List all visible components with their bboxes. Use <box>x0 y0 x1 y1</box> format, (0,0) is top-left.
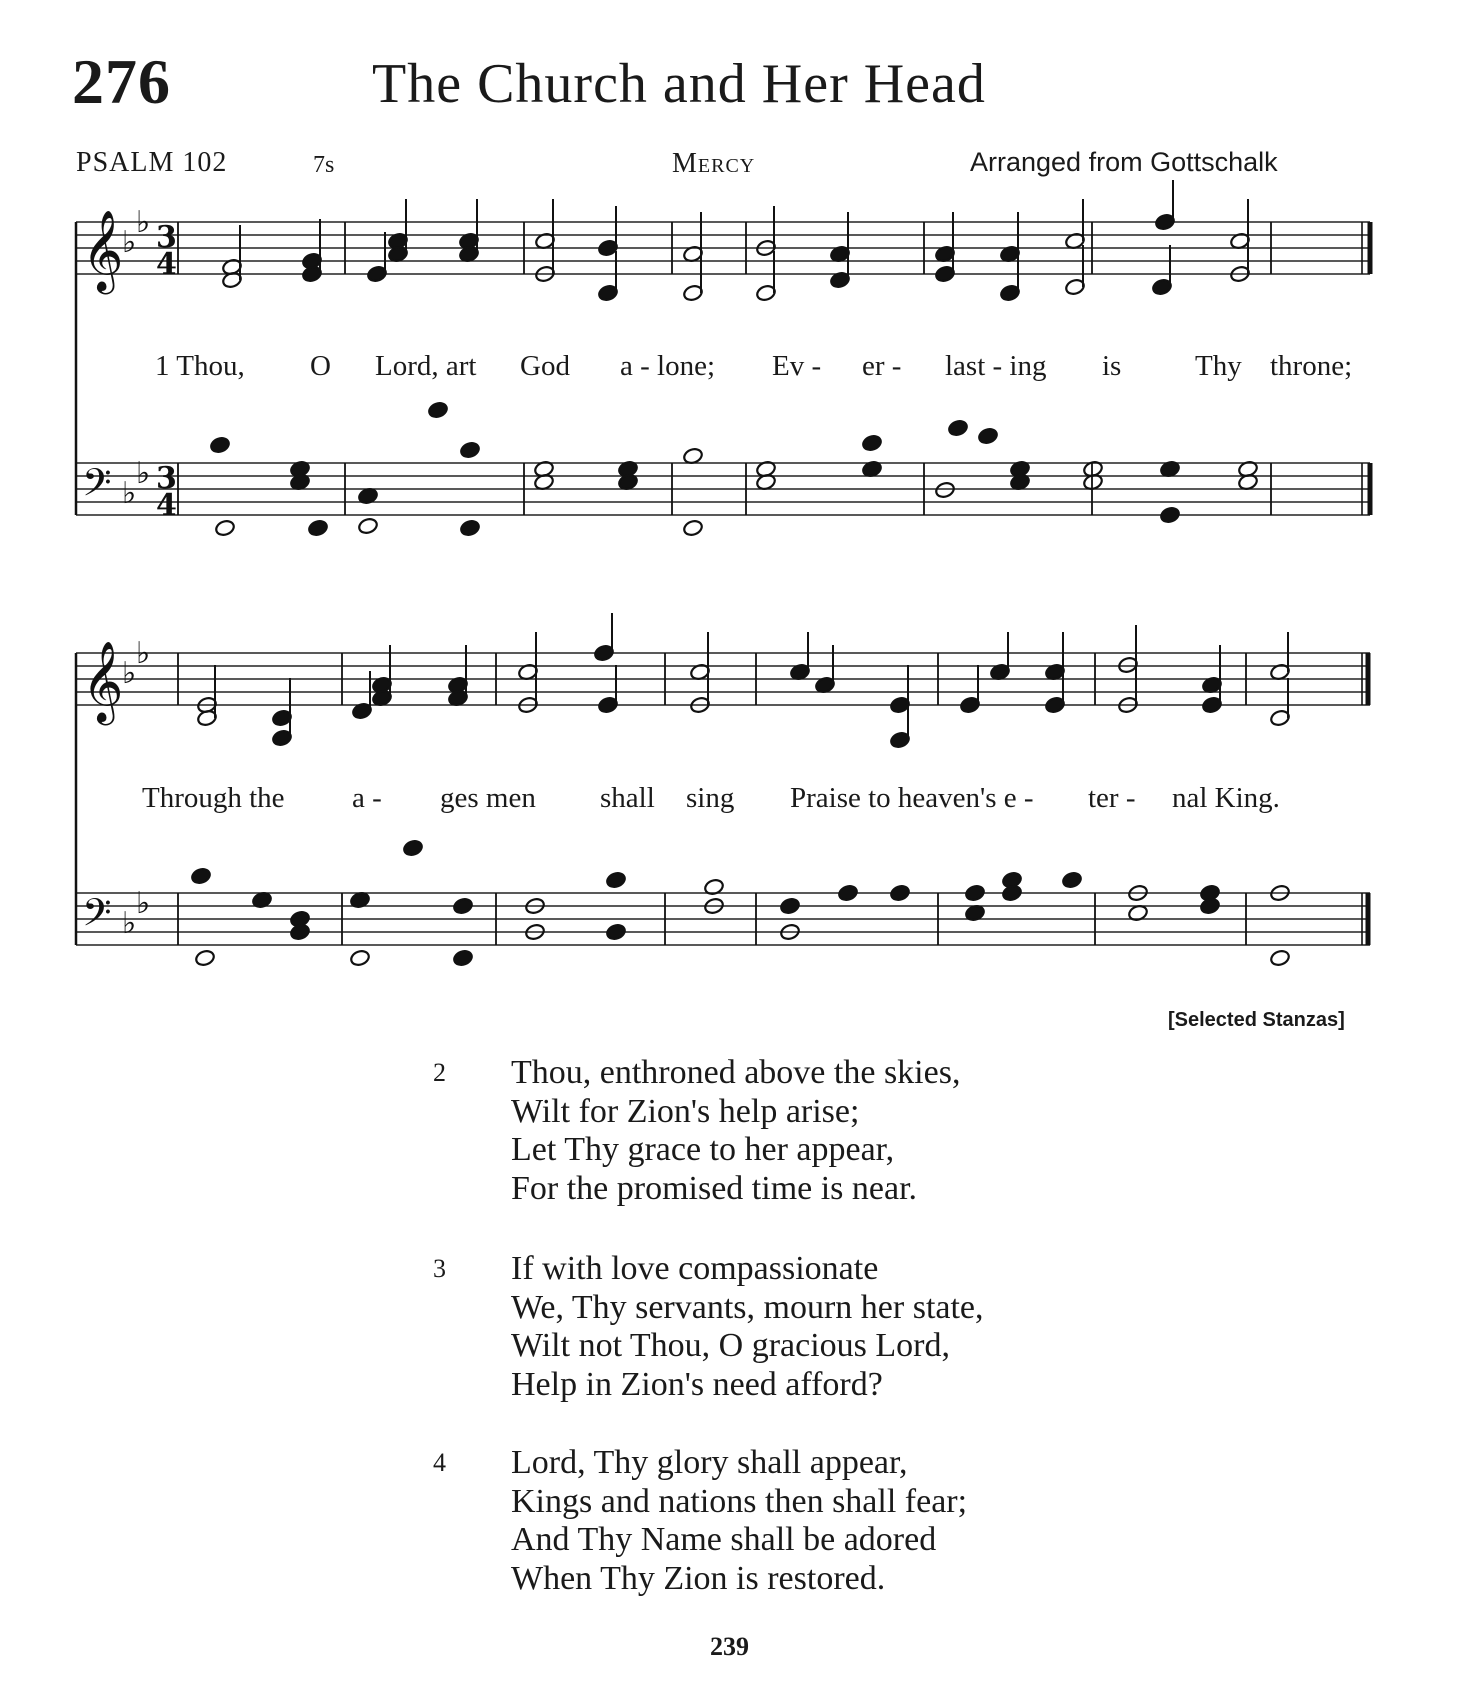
stanza-line: We, Thy servants, mourn her state, <box>511 1288 984 1326</box>
time-signature-denominator: 4 <box>156 488 177 523</box>
stanza-line: Let Thy grace to her appear, <box>511 1131 895 1168</box>
lyric-syllable: Thy <box>1195 350 1242 382</box>
flat-icon: ♭ <box>136 456 151 491</box>
lyric-syllable: is <box>1102 350 1122 382</box>
stanza-line: Lord, Thy glory shall appear, <box>511 1444 908 1481</box>
stanza <box>433 1444 968 1598</box>
lyric-syllable: Ev - <box>772 350 822 382</box>
stanza-line: And Thy Name shall be adored <box>511 1521 937 1558</box>
flat-icon: ♭ <box>122 906 137 941</box>
notehead <box>214 519 235 537</box>
notehead <box>1199 897 1220 915</box>
page-number: 239 <box>710 1632 749 1661</box>
arranger-credit: Arranged from Gottschalk <box>970 147 1278 177</box>
notehead <box>861 434 882 452</box>
lyric-syllable: Praise to heaven's e - <box>790 782 1034 814</box>
stanza-number: 4 <box>433 1448 446 1477</box>
stanza <box>433 1250 984 1404</box>
notehead <box>190 867 211 885</box>
time-signature-denominator: 4 <box>156 247 177 282</box>
bass-clef-icon: 𝄢 <box>82 460 112 514</box>
time-signature-numerator: 3 <box>156 220 177 255</box>
notehead <box>459 441 480 459</box>
psalm-reference: PSALM 102 <box>76 147 228 178</box>
lyric-syllable: O <box>310 350 331 382</box>
notehead <box>934 481 955 499</box>
bass-clef-icon: 𝄢 <box>82 890 112 944</box>
lyric-syllable: ges men <box>440 782 536 814</box>
meter: 7s <box>313 152 335 178</box>
hymn-number: 276 <box>72 46 171 117</box>
notehead <box>357 517 378 535</box>
notehead <box>427 401 448 419</box>
stanza-line: Wilt for Zion's help arise; <box>511 1092 860 1130</box>
lyric-syllable: a - lone; <box>620 350 716 382</box>
notehead <box>682 519 703 537</box>
notehead <box>349 949 370 967</box>
notehead <box>605 871 626 889</box>
notehead <box>1001 871 1022 889</box>
notehead <box>209 436 230 454</box>
flat-icon: ♭ <box>136 205 151 240</box>
tune-name: Mercy <box>672 148 756 179</box>
lyric-syllable: Through the <box>142 782 285 814</box>
stanza-line: Kings and nations then shall fear; <box>511 1482 968 1520</box>
stanza-line: Help in Zion's need afford? <box>511 1365 883 1403</box>
stanza-line: When Thy Zion is restored. <box>511 1559 886 1597</box>
time-signature-numerator: 3 <box>156 461 177 496</box>
flat-icon: ♭ <box>122 476 137 511</box>
lyric-syllable: 1 Thou, <box>155 350 245 382</box>
stanza-line: Thou, enthroned above the skies, <box>511 1054 961 1091</box>
treble-clef-icon: 𝄞 <box>82 640 124 722</box>
lyric-syllable: nal King. <box>1172 782 1280 814</box>
notehead <box>194 949 215 967</box>
notehead <box>452 949 473 967</box>
treble-clef-icon: 𝄞 <box>82 209 124 291</box>
flat-icon: ♭ <box>136 886 151 921</box>
stanza-number: 3 <box>433 1254 446 1283</box>
lyric-syllable: Lord, art <box>375 350 477 382</box>
notehead <box>779 897 800 915</box>
notehead <box>977 427 998 445</box>
notehead <box>1159 506 1180 524</box>
notehead <box>452 897 473 915</box>
lyric-syllable: a - <box>352 782 382 814</box>
hymn-title: The Church and Her Head <box>372 53 986 115</box>
flat-icon: ♭ <box>122 225 137 260</box>
notehead <box>307 519 328 537</box>
stanza <box>433 1054 961 1208</box>
notehead <box>889 884 910 902</box>
stanza-line: If with love compassionate <box>511 1250 879 1287</box>
flat-icon: ♭ <box>136 636 151 671</box>
lyric-syllable: throne; <box>1270 350 1353 382</box>
notehead <box>1269 949 1290 967</box>
notehead <box>605 923 626 941</box>
lyric-syllable: last - ing <box>945 350 1047 382</box>
notehead <box>402 839 423 857</box>
notehead <box>837 884 858 902</box>
flat-icon: ♭ <box>122 656 137 691</box>
notehead <box>947 419 968 437</box>
stanza-line: For the promised time is near. <box>511 1169 918 1207</box>
lyric-syllable: God <box>520 350 570 382</box>
notehead <box>964 884 985 902</box>
lyric-syllable: shall <box>600 782 655 814</box>
lyric-syllable: sing <box>686 782 735 814</box>
lyric-syllable: er - <box>862 350 902 382</box>
lyric-syllable: ter - <box>1088 782 1136 814</box>
stanza-line: Wilt not Thou, O gracious Lord, <box>511 1327 950 1364</box>
notehead <box>289 923 310 941</box>
notehead <box>459 519 480 537</box>
notehead <box>1061 871 1082 889</box>
selected-stanzas-note: [Selected Stanzas] <box>1168 1009 1345 1031</box>
stanza-number: 2 <box>433 1058 446 1087</box>
